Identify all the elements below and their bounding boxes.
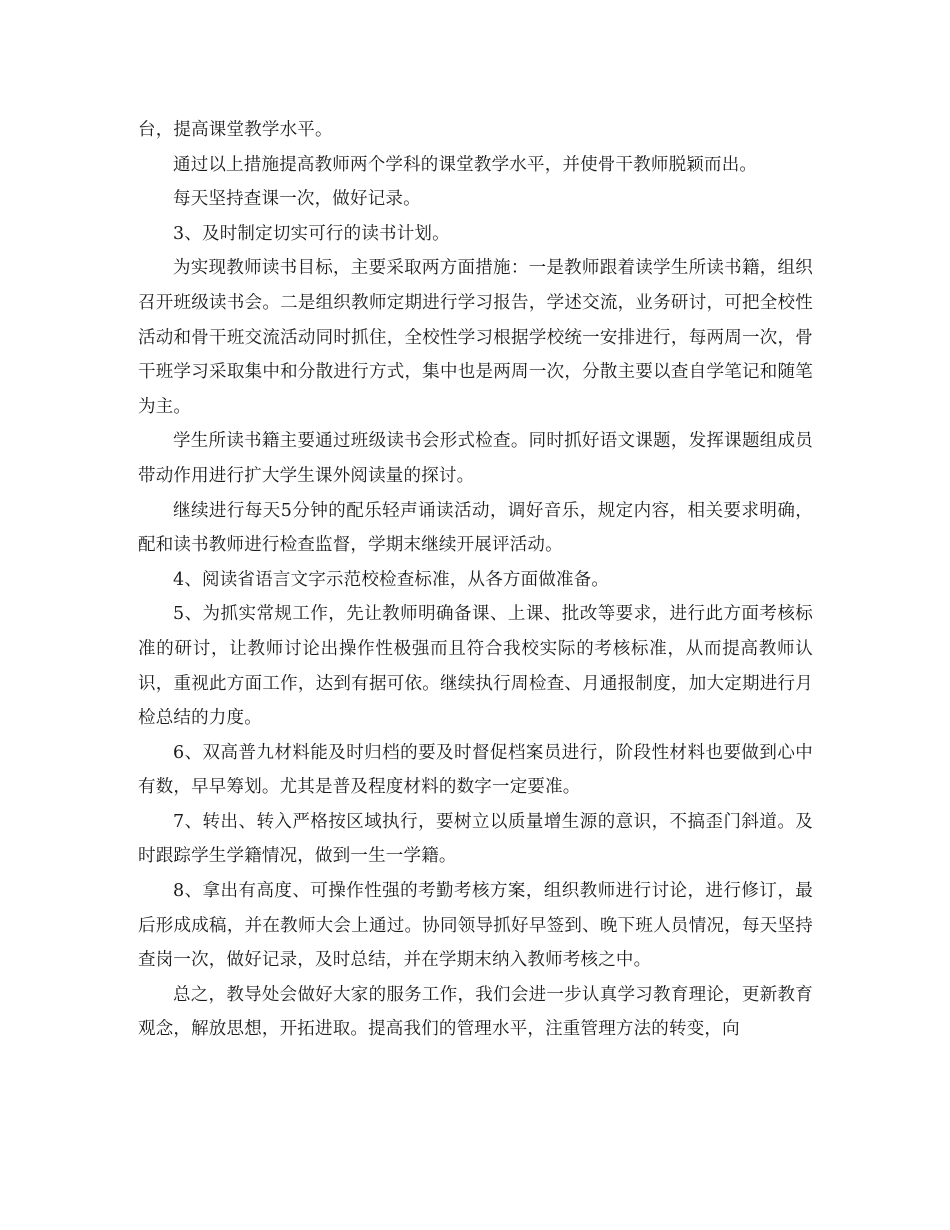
paragraph-measures-summary: 通过以上措施提高教师两个学科的课堂教学水平，并使骨干教师脱颖而出。 bbox=[173, 154, 758, 175]
paragraph-daily-check: 每天坚持查课一次，做好记录。 bbox=[173, 189, 421, 210]
paragraph-conclusion: 总之，教导处会做好大家的服务工作，我们会进一步认真学习教育理论，更新教育观念，解放思想，开拓进取。提高我们的管理水平，注重管理方法的转变，向 bbox=[138, 984, 813, 1040]
paragraph-student-reading: 学生所读书籍主要通过班级读书会形式检查。同时抓好语文课题，发挥课题组成员带动作用进行扩大学生课外阅读量的探讨。 bbox=[138, 431, 813, 486]
paragraph-item-3-heading: 3、及时制定切实可行的读书计划。 bbox=[173, 223, 450, 244]
paragraph-recitation: 继续进行每天5分钟的配乐轻声诵读活动，调好音乐，规定内容，相关要求明确，配和读书教师进行检查监督，学期末继续开展评活动。 bbox=[138, 500, 813, 556]
paragraph-item-4: 4、阅读省语言文字示范校检查标准，从各方面做准备。 bbox=[173, 569, 610, 590]
paragraph-item-8: 8、拿出有高度、可操作性强的考勤考核方案，组织教师进行讨论，进行修订，最后形成成稿，并在教师大会上通过。协同领导抓好早签到、晚下班人员情况，每天坚持查岗一次，做好记录，及时总结，并在学期末纳入教师考核之中。 bbox=[138, 881, 813, 971]
paragraph-item-6: 6、双高普九材料能及时归档的要及时督促档案员进行，阶段性材料也要做到心中有数，早早筹划。尤其是普及程度材料的数字一定要准。 bbox=[138, 742, 813, 798]
paragraph-continuation: 台，提高课堂教学水平。 bbox=[138, 120, 333, 140]
document-body bbox=[138, 113, 813, 1047]
paragraph-item-5: 5、为抓实常规工作，先让教师明确备课、上课、批改等要求，进行此方面考核标准的研讨，让教师讨论出操作性极强而且符合我校实际的考核标准，从而提高教师认识，重视此方面工作，达到有据可依。继续执行周检查、月通报制度，加大定期进行月检总结的力度。 bbox=[138, 604, 813, 729]
paragraph-item-7: 7、转出、转入严格按区域执行，要树立以质量增生源的意识，不搞歪门斜道。及时跟踪学生学籍情况，做到一生一学籍。 bbox=[138, 811, 813, 867]
paragraph-reading-measures: 为实现教师读书目标，主要采取两方面措施：一是教师跟着读学生所读书籍，组织召开班级读书会。二是组织教师定期进行学习报告，学述交流，业务研讨，可把全校性活动和骨干班交流活动同时抓住，全校性学习根据学校统一安排进行，每两周一次，骨干班学习采取集中和分散进行方式，集中也是两周一次，分散主要以查自学笔记和随笔为主。 bbox=[138, 258, 813, 417]
